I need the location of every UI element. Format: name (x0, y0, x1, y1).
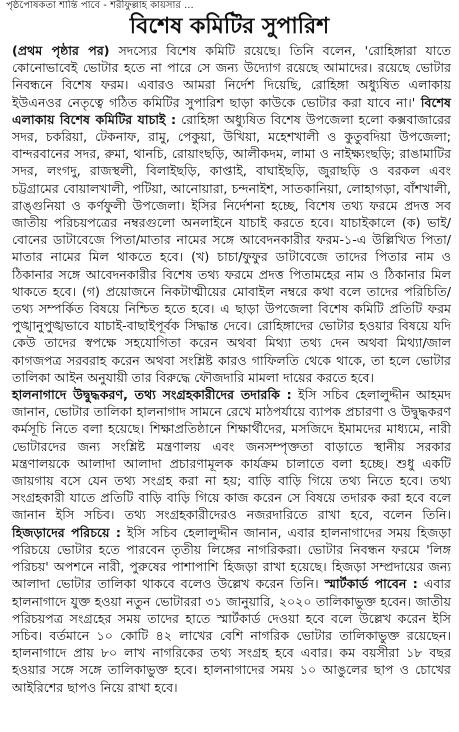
paragraph-text: ইসি সচিব হেলালুদ্দীন জানান, এবার হালনাগাদের সময় হিজড়া পরিচয়ে ভোটার হতে পারবেন তৃতীয় লিঙ্গের নাগরিকরা। ভোটার নিবন্ধন ফরমে 'লিঙ্গ পরিচয়' অপশনে নারী, পুরুষের পাশাপাশি হিজড়া রাখা হয়েছে। হিজড়া সম্প্রদায়ের জন্য আলাদা ভোটার তালিকা থাকবে বলেও উল্লেখ করেন তিনি। (12, 524, 451, 592)
subheading: স্মার্টকার্ড পাবেন : (324, 576, 418, 592)
top-strip: পৃষ্ঠপোষকতা শান্তি পাবে - শরীফুল্লাহ কায়সার ... (6, 0, 194, 11)
paragraph-text: রোহিঙ্গা অধ্যুষিত বিশেষ উপজেলা হলো কক্সবাজারের সদর, চকরিয়া, টেকনাফ, রামু, পেকুয়া, উখিয়া, মহেশখালী ও কুতুবদিয়া উপজেলা; বান্দরবানের সদর, রুমা, থানচি, রোয়াংছড়ি, আলীকদম, লামা ও নাইক্ষ্যংছড়ি; রাঙামাটির সদর, লংগদু, রাজস্থলী, বিলাইছড়ি, কাপ্তাই, বাঘাইছড়ি, জুরাছড়ি ও বরকল এবং চট্টগ্রামের বোয়ালখালী, পটিয়া, আনোয়ারা, চন্দনাইশ, সাতকানিয়া, লোহাগড়া, বাঁশখালী, রাঙ্গুনিয়া ও কর্ণফুলী উপজেলা। ইসির নির্দেশনা হচ্ছে, বিশেষ তথ্য ফরমে প্রদত্ত সব জাতীয় পরিচয়পত্রের নম্বরগুলো অনলাইনে যাচাই করতে হবে। যাচাইকালে (ক) ভাই/বোনের ডাটাবেজে পিতা/মাতার নামের সঙ্গে আবেদনকারীর ফরম-১-এ উল্লিখিত পিতা/মাতার নামের মিল থাকতে হবে। (খ) চাচা/ফুফুর ডাটাবেজে তাদের পিতার নাম ও ঠিকানার সঙ্গে আবেদনকারীর বিশেষ তথ্য ফরমে প্রদত্ত পিতামহের নাম ও ঠিকানার মিল থাকতে হবে। (গ) প্রয়োজনে নিকটাত্মীয়ের মোবাইল নম্বরে কথা বলে তাদের পরিচিতি/তথ্য সম্পর্কিত বিষয়ে নিশ্চিত হতে হবে। এ ছাড়া উপজেলা বিশেষ কমিটি প্রতিটি ফরম পুঙ্খানুপুঙ্খভাবে যাচাই-বাছাইপূর্বক সিদ্ধান্ত দেবে। রোহিঙ্গাদের ভোটার হওয়ার বিষয়ে যদি কেউ তাদের স্বপক্ষে সহযোগিতা করেন অথবা মিথ্যা তথ্য দেন অথবা মিথ্যা/জাল কাগজপত্র সরবরাহ করেন অথবা সংশ্লিষ্ট কারও গাফিলতি থেকে থাকে, তা হলে ভোটার তালিকা আইন অনুযায়ী তার বিরুদ্ধে ফৌজদারি মামলা দায়ের করতে হবে। (12, 111, 451, 385)
continuation-label: (প্রথম পৃষ্ঠার পর) (12, 43, 110, 58)
headline: বিশেষ কমিটির সুপারিশ (129, 14, 330, 39)
subheading: বিশেষ এলাকায় বিশেষ কমিটির যাচাই : (12, 94, 451, 127)
paragraph (12, 386, 451, 696)
article-body (0, 42, 459, 696)
paragraph-text: এবার হালনাগাদে যুক্ত হওয়া নতুন ভোটাররা ৩১ জানুয়ারি, ২০২০ তালিকাভুক্ত হবেন। জাতীয় পরিচয়পত্র সংগ্রহের সময় তাদের হাতে স্মার্টকার্ড দেওয়া হবে বলে উল্লেখ করেন ইসি সচিব। বর্তমানে ১০ কোটি ৪২ লাখের বেশি নাগরিক ভোটার তালিকাভুক্ত রয়েছেন। হালনাগাদে প্রায় ৮০ লাখ নাগরিকের তথ্য সংগ্রহ হবে এবার। কম বয়সীরা ১৮ বছর হওয়ার সঙ্গে সঙ্গে তালিকাভুক্ত হবে। হালনাগাদের সময় ১০ আঙুলের ছাপ ও চোখের আইরিশের ছাপও নিয়ে রাখা হবে। (12, 576, 451, 695)
paragraph-text: ইসি সচিব হেলালুদ্দীন আহমদ জানান, ভোটার তালিকা হালনাগাদ সামনে রেখে মাঠপর্যায়ে ব্যাপক প্রচারণা ও উদ্বুদ্ধকরণ কর্মসূচি নিতে বলা হয়েছে। শিক্ষাপ্রতিষ্ঠানে শিক্ষার্থীদের, মসজিদে ইমামদের মাধ্যমে, নারী ভোটারদের জন্য সংশ্লিষ্ট মন্ত্রণালয় এবং জনসম্পৃক্ততা বাড়াতে স্থানীয় সরকার মন্ত্রণালয়কে আলাদা আলাদা প্রচারণামূলক কার্যক্রম চালাতে বলা হচ্ছে। শুধু একটি জায়গায় বসে যেন তথ্য সংগ্রহ করা না হয়; বাড়ি বাড়ি গিয়ে তথ্য নিতে হবে। তথ্য সংগ্রহকারী যাতে প্রতিটি বাড়ি বাড়ি গিয়ে কাজ করেন সে বিষয়ে তদারক করা হবে বলে জানান ইসি সচিব। তথ্য সংগ্রহকারীদেরও নজরদারিতে রাখা হবে, বলেন তিনি। (12, 387, 451, 523)
subheading: হালনাগাদে উদ্বুদ্ধকরণ, তথ্য সংগ্রহকারীদের তদারকি : (12, 387, 292, 403)
paragraph-text: সদস্যের বিশেষ কমিটি রয়েছে। তিনি বলেন, 'রোহিঙ্গারা যাতে কোনোভাবেই ভোটার হতে না পারে সে জন্য উদ্যোগ রয়েছে আমাদের। রয়েছে ভোটার নিবন্ধনে বিশেষ ফরম। এবারও আমরা নির্দেশ দিয়েছি, রোহিঙ্গা অধ্যুষিত এলাকায় ইউএনওর নেতৃত্বে গঠিত কমিটির সুপারিশ ছাড়া কাউকে ভোটার করা যাবে না।' (12, 43, 451, 110)
subheading: হিজড়াদের পরিচয়ে : (12, 524, 121, 540)
paragraph-intro (12, 42, 451, 386)
